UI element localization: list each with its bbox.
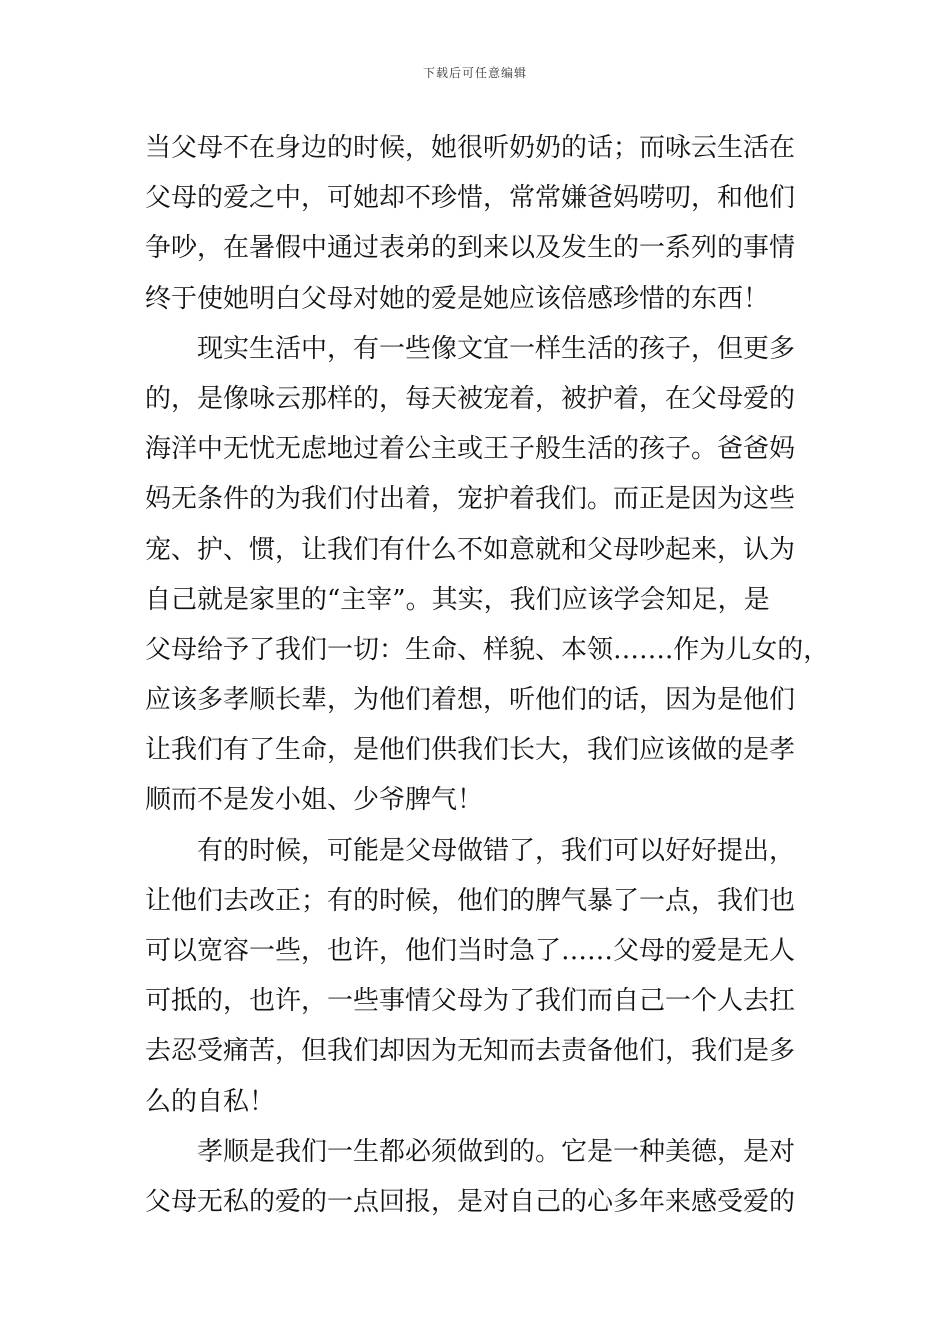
- text-line: 可抵的，也许，一些事情父母为了我们而自己一个人去扛: [145, 986, 796, 1017]
- page-header: 下载后可任意编辑: [422, 66, 527, 80]
- text-line: 的，是像咏云那样的，每天被宠着，被护着，在父母爱的: [145, 383, 796, 414]
- text-line: 可以宽容一些，也许，他们当时急了……父母的爱是无人: [145, 936, 796, 966]
- text-line: 么的自私！: [145, 1086, 276, 1117]
- text-line: 去忍受痛苦，但我们却因为无知而去责备他们，我们是多: [145, 1036, 796, 1067]
- text-line: 争吵，在暑假中通过表弟的到来以及发生的一系列的事情: [145, 233, 796, 264]
- text-line: 宠、护、惯，让我们有什么不如意就和父母吵起来，认为: [145, 534, 796, 565]
- body-text: [145, 123, 830, 1227]
- text-line: 妈无条件的为我们付出着，宠护着我们。而正是因为这些: [145, 484, 796, 515]
- text-line: 让他们去改正；有的时候，他们的脾气暴了一点，我们也: [145, 885, 796, 916]
- text-line: 海洋中无忧无虑地过着公主或王子般生活的孩子。爸爸妈: [145, 434, 796, 465]
- text-line: 有的时候，可能是父母做错了，我们可以好好提出，: [197, 835, 796, 866]
- text-line: 现实生活中，有一些像文宜一样生活的孩子，但更多: [197, 333, 796, 364]
- text-line: 顺而不是发小姐、少爷脾气！: [145, 785, 484, 816]
- text-line: 应该多孝顺长辈，为他们着想，听他们的话，因为是他们: [145, 685, 796, 716]
- text-line: 让我们有了生命，是他们供我们长大，我们应该做的是孝: [145, 735, 796, 766]
- text-line: 当父母不在身边的时候，她很听奶奶的话；而咏云生活在: [145, 133, 796, 163]
- text-line: 孝顺是我们一生都必须做到的。它是一种美德，是对: [197, 1136, 796, 1167]
- text-line: 终于使她明白父母对她的爱是她应该倍感珍惜的东西！: [145, 283, 770, 314]
- text-line: 自己就是家里的“主宰”。其实，我们应该学会知足，是: [145, 584, 770, 615]
- text-line: 父母无私的爱的一点回报，是对自己的心多年来感受爱的: [145, 1186, 796, 1217]
- text-line: 父母的爱之中，可她却不珍惜，常常嫌爸妈唠叨，和他们: [145, 183, 796, 214]
- text-line: 父母给予了我们一切：生命、样貌、本领…….作为儿女的，: [145, 634, 830, 665]
